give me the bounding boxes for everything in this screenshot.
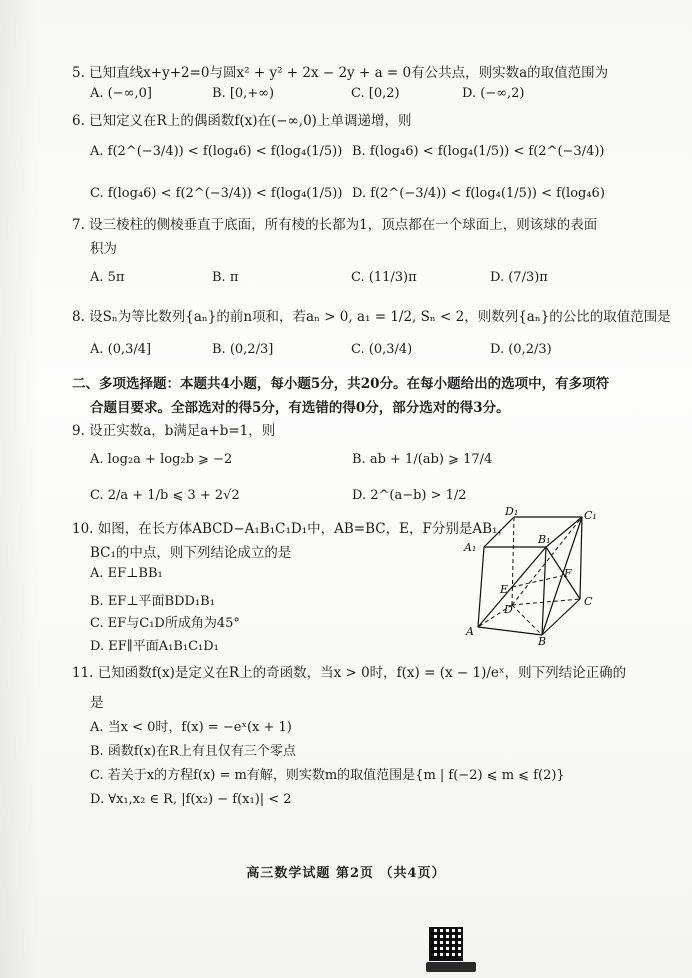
q10-option-a: A. EF⊥BB₁ bbox=[90, 566, 163, 581]
q11-option-b: B. 函数f(x)在R上有且仅有三个零点 bbox=[90, 744, 296, 759]
label-c1: C₁ bbox=[584, 509, 597, 522]
label-d1: D₁ bbox=[505, 505, 519, 518]
q5-option-d: D. (−∞,2) bbox=[462, 86, 525, 101]
q8-option-c: C. (0,3/4) bbox=[351, 342, 413, 357]
q7-option-b: B. π bbox=[212, 270, 239, 285]
q9-option-b: B. ab + 1/(ab) ⩾ 17/4 bbox=[352, 452, 493, 467]
q6-option-c: C. f(log₄6) < f(2^(−3/4)) < f(log₄(1/5)) bbox=[90, 186, 343, 201]
q11-option-c: C. 若关于x的方程f(x) = m有解，则实数m的取值范围是{m | f(−2) ⩽ m ⩽ f(2)} bbox=[90, 768, 565, 783]
q5-option-c: C. [0,2) bbox=[351, 86, 400, 101]
q10-stem-line1: 10. 如图，在长方体ABCD−A₁B₁C₁D₁中，AB=BC，E，F分别是AB₁， bbox=[72, 521, 511, 537]
qr-code-icon bbox=[429, 927, 463, 961]
q7-option-c: C. (11/3)π bbox=[351, 270, 417, 285]
label-c: C bbox=[584, 595, 593, 608]
page-edge-shadow bbox=[0, 0, 40, 978]
q9-stem: 9. 设正实数a，b满足a+b=1，则 bbox=[72, 423, 276, 439]
q8-option-d: D. (0,2/3) bbox=[490, 342, 552, 357]
q6-option-d: D. f(2^(−3/4)) < f(log₄(1/5)) < f(log₄6) bbox=[352, 186, 605, 201]
label-b1: B₁ bbox=[538, 533, 551, 546]
q9-option-a: A. log₂a + log₂b ⩾ −2 bbox=[90, 452, 233, 467]
q9-option-c: C. 2/a + 1/b ⩽ 3 + 2√2 bbox=[90, 488, 240, 503]
label-e: E bbox=[500, 583, 509, 596]
label-b: B bbox=[538, 635, 547, 645]
section2-heading: 二、多项选择题：本题共4小题，每小题5分，共20分。在每小题给出的选项中，有多项符 bbox=[72, 376, 610, 392]
q7-option-a: A. 5π bbox=[90, 270, 125, 285]
q5-stem: 5. 已知直线x+y+2=0与圆x² + y² + 2x − 2y + a = 0有公共点，则实数a的取值范围为 bbox=[72, 65, 609, 81]
q8-option-a: A. (0,3/4] bbox=[90, 342, 152, 357]
q8-option-b: B. (0,2/3] bbox=[212, 342, 274, 357]
q6-option-a: A. f(2^(−3/4)) < f(log₄6) < f(log₄(1/5)) bbox=[90, 144, 343, 159]
q7-stem-line2: 积为 bbox=[90, 241, 117, 257]
label-a: A bbox=[466, 625, 474, 638]
q6-option-b: B. f(log₄6) < f(log₄(1/5)) < f(2^(−3/4)) bbox=[352, 144, 605, 159]
q11-option-d: D. ∀x₁,x₂ ∈ R, |f(x₂) − f(x₁)| < 2 bbox=[90, 792, 292, 807]
q8-stem: 8. 设Sₙ为等比数列{aₙ}的前n项和，若aₙ > 0, a₁ = 1/2, Sₙ < 2，则数列{aₙ}的公比的取值范围是 bbox=[72, 309, 671, 325]
q10-option-c: C. EF与C₁D所成角为45° bbox=[90, 616, 240, 631]
q10-option-d: D. EF∥平面A₁B₁C₁D₁ bbox=[90, 639, 219, 654]
q6-stem: 6. 已知定义在R上的偶函数f(x)在(−∞,0)上单调递增，则 bbox=[72, 113, 412, 129]
page-footer: 高三数学试题 第2页 （共4页） bbox=[246, 866, 446, 881]
label-a1: A₁ bbox=[464, 541, 477, 554]
q11-stem-line1: 11. 已知函数f(x)是定义在R上的奇函数，当x > 0时，f(x) = (x − 1)/eˣ，则下列结论正确的 bbox=[72, 665, 627, 681]
q7-stem-line1: 7. 设三棱柱的侧棱垂直于底面，所有棱的长都为1，顶点都在一个球面上，则该球的表面 bbox=[72, 217, 598, 233]
cuboid-figure bbox=[462, 505, 612, 645]
q10-option-b: B. EF⊥平面BDD₁B₁ bbox=[90, 594, 215, 609]
section2-rules: 合题目要求。全部选对的得5分，有选错的得0分，部分选对的得3分。 bbox=[90, 400, 510, 416]
q5-option-a: A. (−∞,0] bbox=[90, 86, 152, 101]
q7-option-d: D. (7/3)π bbox=[490, 270, 548, 285]
q10-stem-line2: BC₁的中点，则下列结论成立的是 bbox=[90, 545, 292, 561]
label-d: D bbox=[504, 603, 513, 616]
q9-option-d: D. 2^(a−b) > 1/2 bbox=[352, 488, 467, 503]
q5-option-b: B. [0,+∞) bbox=[212, 86, 275, 101]
q11-stem-line2: 是 bbox=[90, 695, 104, 711]
q11-option-a: A. 当x < 0时，f(x) = −eˣ(x + 1) bbox=[90, 720, 292, 735]
ink-blot bbox=[426, 962, 476, 972]
label-f: F bbox=[564, 567, 572, 580]
